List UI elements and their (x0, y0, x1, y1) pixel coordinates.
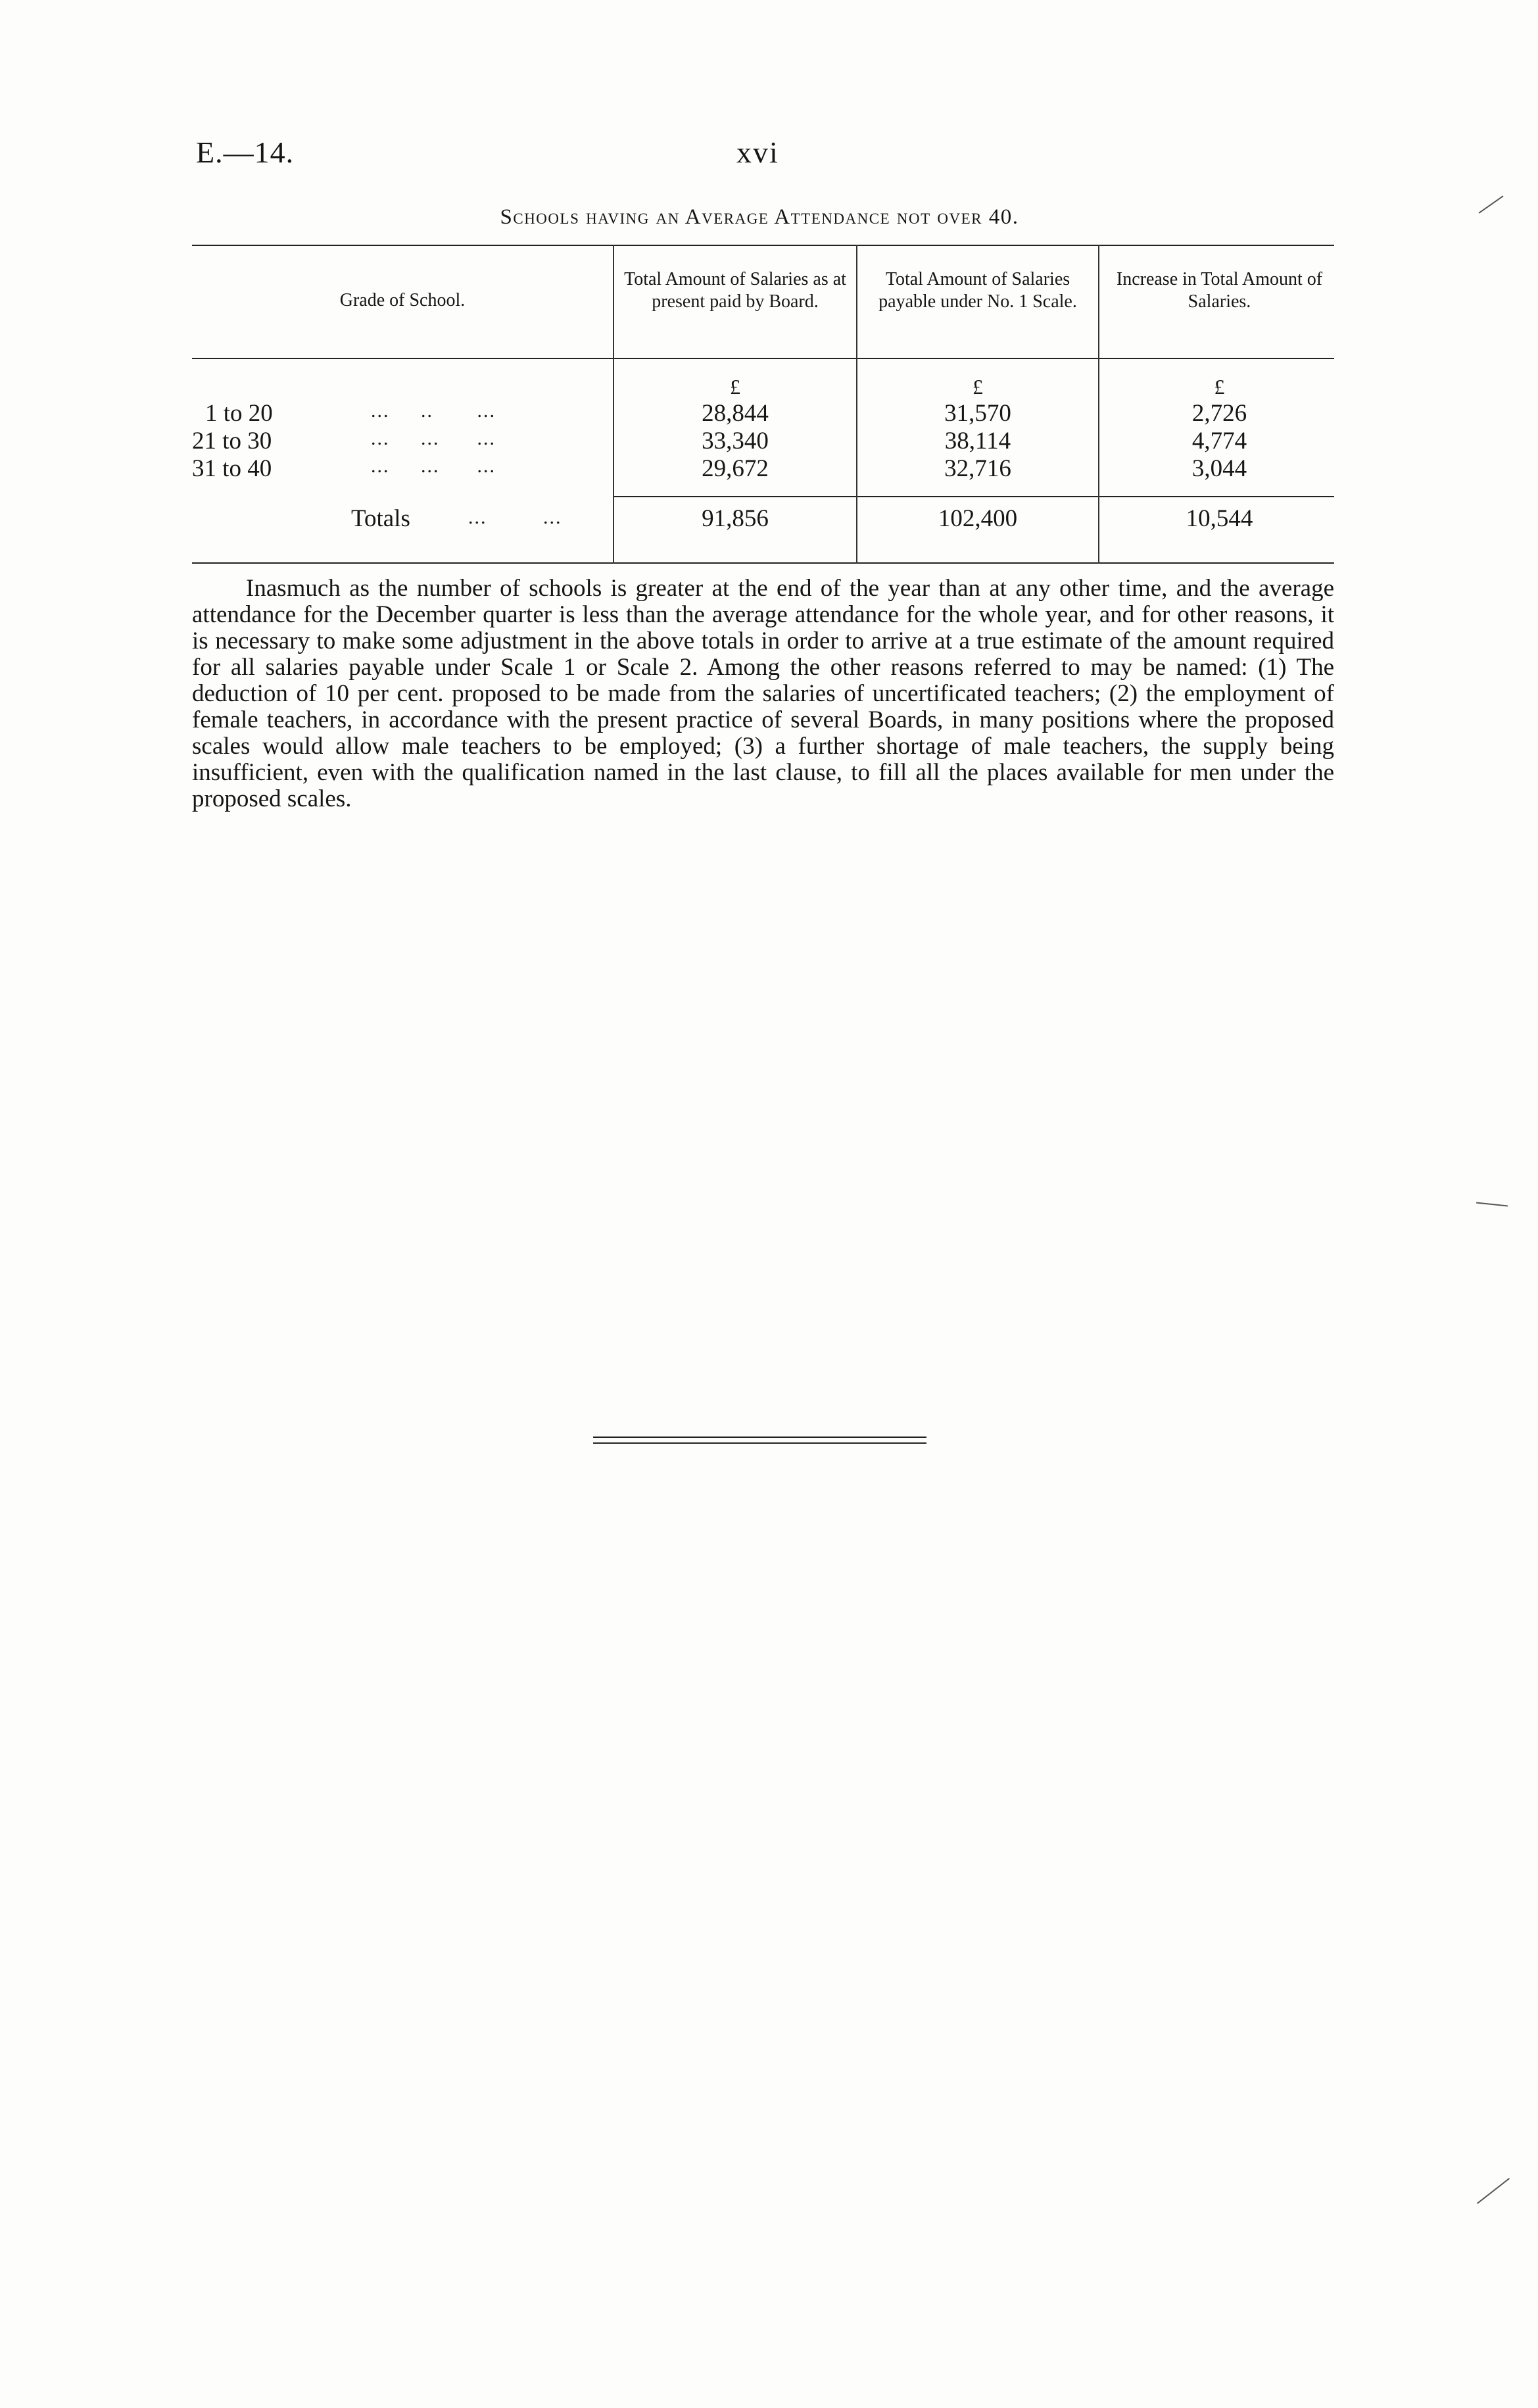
header-rule (192, 358, 1334, 359)
leader-dots: ... .. ... (371, 400, 496, 422)
column-header-present: Total Amount of Salaries as at present paid by Board. (624, 269, 846, 312)
end-rule (593, 1437, 926, 1438)
column-header-increase: Increase in Total Amount of Salaries. (1116, 269, 1323, 312)
totals-label: Totals (351, 505, 410, 532)
scan-mark (1476, 1202, 1508, 1206)
present-amount: 33,340 (702, 428, 769, 455)
currency-symbol: £ (730, 375, 740, 399)
sum-rule (857, 496, 1098, 497)
grade-label: 1 to 20 (205, 400, 273, 427)
end-rule (593, 1442, 926, 1444)
table-bottom-rule (192, 562, 1334, 564)
increase-amount: 2,726 (1191, 400, 1247, 427)
column-header-scale: Total Amount of Salaries payable under No. 1 Scale. (878, 269, 1077, 312)
column-divider (1098, 245, 1099, 564)
total-present-amount: 91,856 (702, 505, 769, 532)
table-title: Schools having an Average Attendance not over 40. (500, 205, 1019, 229)
salary-table (192, 245, 1334, 564)
scan-mark (1478, 195, 1503, 213)
scale-amount: 31,570 (944, 400, 1011, 427)
grade-label: 21 to 30 (192, 428, 272, 455)
scan-mark (1477, 2178, 1510, 2204)
total-scale-amount: 102,400 (938, 505, 1018, 532)
column-divider (613, 245, 614, 564)
column-divider (856, 245, 857, 564)
page-number: xvi (736, 135, 779, 169)
present-amount: 29,672 (702, 455, 769, 482)
document-reference: E.—14. (196, 135, 295, 169)
sum-rule (614, 496, 856, 497)
present-amount: 28,844 (702, 400, 769, 427)
table-top-rule (192, 245, 1334, 246)
leader-dots: ... ... ... (371, 455, 496, 477)
grade-label: 31 to 40 (192, 455, 272, 482)
sum-rule (1099, 496, 1334, 497)
currency-symbol: £ (1214, 375, 1225, 399)
scale-amount: 32,716 (944, 455, 1011, 482)
increase-amount: 4,774 (1191, 428, 1247, 455)
total-increase-amount: 10,544 (1186, 505, 1253, 532)
body-paragraph: Inasmuch as the number of schools is greater at the end of the year than at any other time, and the average attendance for the December quarter is less than the average attendance for the whole year, and for other reasons, it is necessary to make some adjustment in the above totals in order to arrive at a true estimate of the amount required for all salaries payable under Scale 1 or Scale 2. Among the other reasons referred to may be named: (1) The deduction of 10 per cent. proposed to be made from the salaries of uncertificated teachers; (2) the employment of female teachers, in accordance with the present practice of several Boards, in many positions where the proposed scales would allow male teachers to be employed; (3) a further shortage of male teachers, the supply being insufficient, even with the qualification named in the last clause, to fill all the places available for men under the proposed scales. (192, 575, 1334, 812)
leader-dots: ... ... ... (371, 428, 496, 449)
column-header-grade: Grade of School. (339, 290, 466, 310)
scale-amount: 38,114 (944, 428, 1011, 455)
increase-amount: 3,044 (1191, 455, 1247, 482)
currency-symbol: £ (973, 375, 983, 399)
leader-dots: ... ... (468, 506, 562, 528)
